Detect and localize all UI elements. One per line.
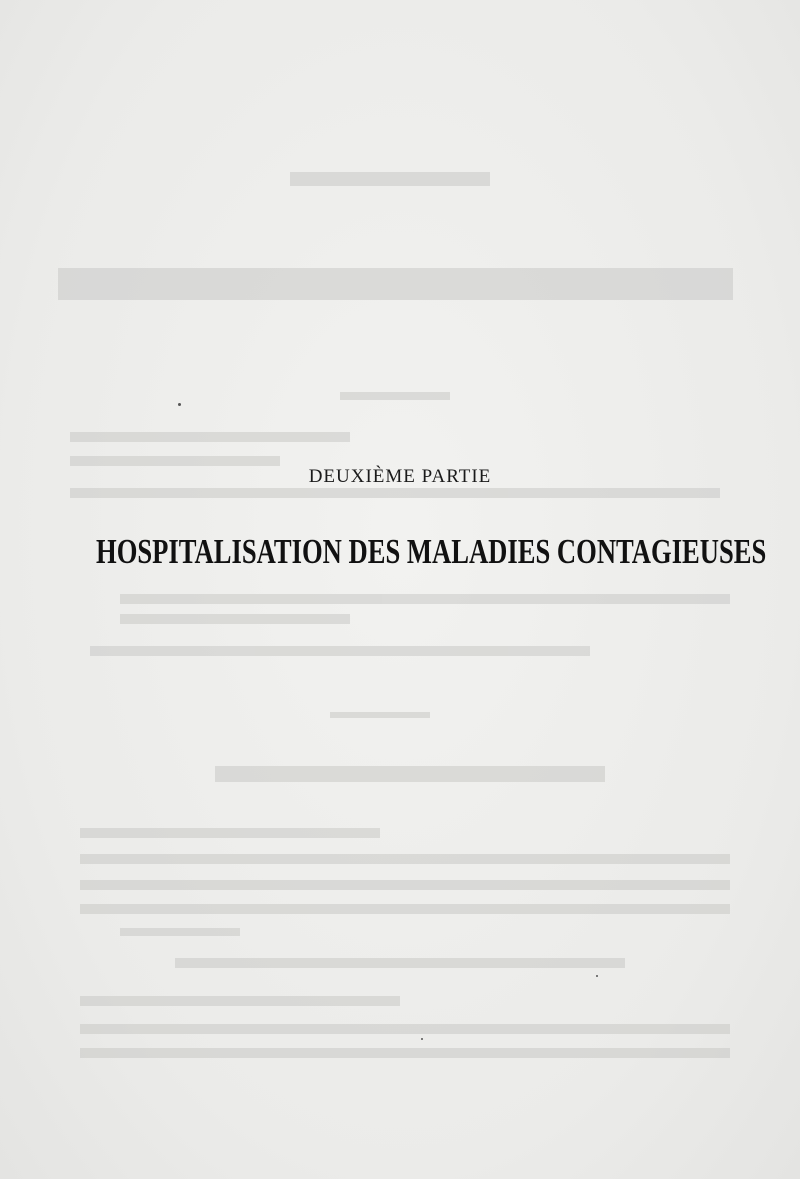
page-title: HOSPITALISATION DES MALADIES CONTAGIEUSES: [96, 532, 767, 571]
paper-speck: [596, 975, 598, 977]
paper-speck: [421, 1038, 423, 1040]
part-label: DEUXIÈME PARTIE: [308, 466, 492, 487]
paper-speck: [178, 403, 181, 406]
